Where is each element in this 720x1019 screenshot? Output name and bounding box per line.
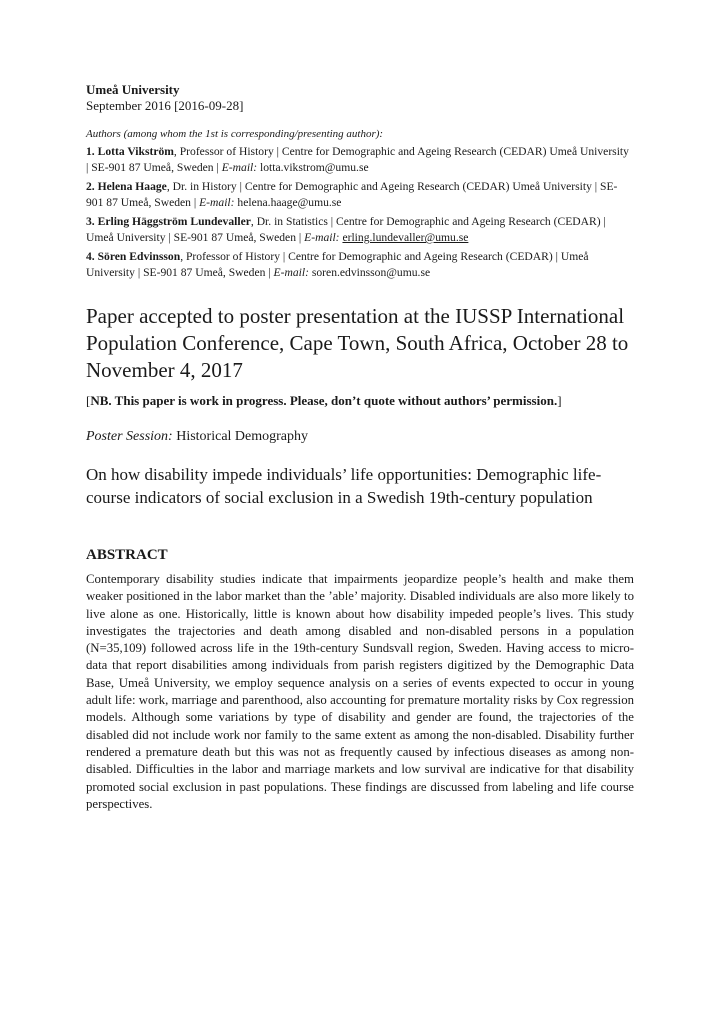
- authors-heading: Authors (among whom the 1st is corresponding/presenting author):: [86, 128, 384, 140]
- author-affiliation: , Dr. in Statistics | Centre for Demographic and Ageing Research (CEDAR) | Umeå University | SE-901 87 Umeå, Sweden |: [86, 215, 606, 244]
- abstract-heading: ABSTRACT: [86, 547, 168, 563]
- email-label: E-mail:: [273, 266, 309, 279]
- author-email: soren.edvinsson@umu.se: [311, 266, 431, 279]
- author-email-link[interactable]: erling.lundevaller@umu.se: [342, 231, 469, 244]
- bracket-open: [: [86, 393, 91, 408]
- poster-acceptance-title: Paper accepted to poster presentation at the IUSSP International Population Conference, Cape Town, South Africa, October 28 to November 4, 2017: [86, 304, 629, 382]
- author-entry: [86, 249, 634, 281]
- author-entry: [86, 214, 634, 246]
- author-name: 2. Helena Haage: [86, 180, 167, 193]
- university-name: Umeå University: [86, 82, 180, 97]
- bracket-close: ]: [557, 393, 562, 408]
- email-label: E-mail:: [304, 231, 340, 244]
- author-affiliation: , Professor of History | Centre for Demographic and Ageing Research (CEDAR) | Umeå University | SE-901 87 Umeå, Sweden |: [86, 250, 589, 279]
- note-text: NB. This paper is work in progress. Please, don’t quote without authors’ permission.: [90, 393, 558, 408]
- paper-title: On how disability impede individuals’ life opportunities: Demographic life-course indicators of social exclusion in a Swedish 19th-century population: [86, 465, 602, 507]
- poster-session: [86, 428, 634, 446]
- session-label: Poster Session:: [86, 429, 173, 444]
- author-affiliation: , Professor of History | Centre for Demographic and Ageing Research (CEDAR) Umeå University | SE-901 87 Umeå, Sweden |: [86, 145, 629, 174]
- author-email: lotta.vikstrom@umu.se: [260, 161, 369, 174]
- author-name: 1. Lotta Vikström: [86, 145, 174, 158]
- email-label: E-mail:: [199, 196, 235, 209]
- author-affiliation: , Dr. in History | Centre for Demographic and Ageing Research (CEDAR) Umeå University | SE-901 87 Umeå, Sweden |: [86, 180, 618, 209]
- document-date: September 2016 [2016-09-28]: [86, 98, 244, 113]
- session-value: Historical Demography: [176, 429, 309, 444]
- page-content: [86, 82, 634, 813]
- author-name: 3. Erling Häggström Lundevaller: [86, 215, 251, 228]
- abstract-body: Contemporary disability studies indicate that impairments jeopardize people’s health and make them weaker positioned in the labor market than the ’able’ majority. Disabled individuals are also more likely to live alone as one. Historically, little is known about how disability impeded people’s lives. This study investigates the trajectories and death among disabled and non-disabled persons in a population (N=35,109) followed across life in the 19th-century Sundsvall region, Sweden. Having access to micro-data that report disabilities among individuals from parish registers digitized by the Demographic Data Base, Umeå University, we employ sequence analysis on a series of events expected to occur in young adult life: work, marriage and parenthood, also accounting for premature mortality risks by Cox regression models. Although some variations by type of disability and gender are found, the trajectories of the disabled did not include work nor family to the same extent as among the non-disabled. Disability further rendered a premature death but this was not as frequently caused by infectious diseases as among non-disabled. Difficulties in the labor and marriage markets and low survival are indicative for that disability promoted social exclusion in past populations. These findings are discussed from labeling and life course perspectives.: [86, 572, 634, 811]
- author-entry: [86, 179, 634, 211]
- author-email: helena.haage@umu.se: [237, 196, 342, 209]
- author-entry: [86, 144, 634, 176]
- email-label: E-mail:: [221, 161, 258, 174]
- author-name: 4. Sören Edvinsson: [86, 250, 181, 263]
- work-in-progress-note: [86, 392, 634, 409]
